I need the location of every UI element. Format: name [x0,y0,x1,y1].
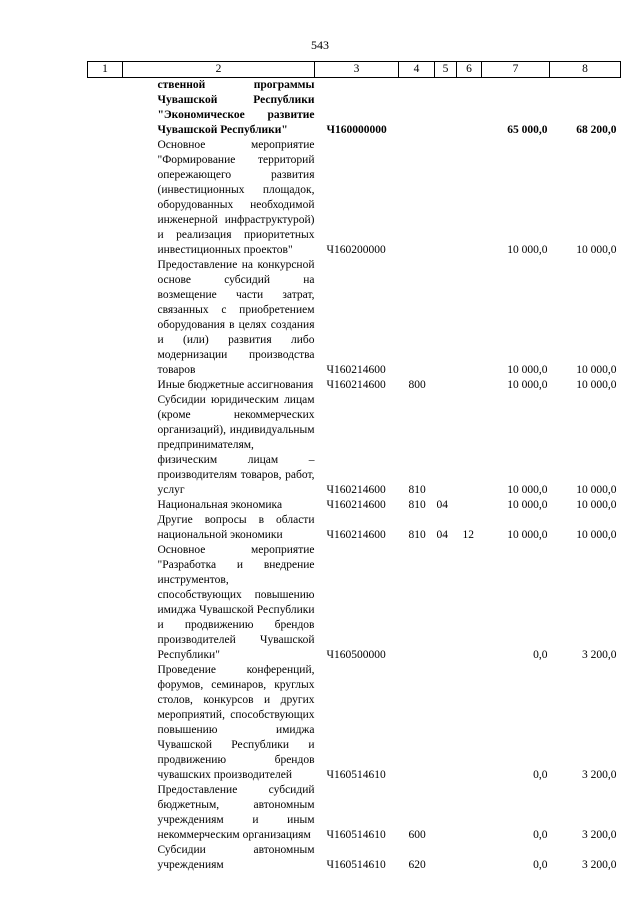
row-number-cell [88,543,123,663]
row-name-cell: Предоставление на конкурсной основе субсидий на возмещение части затрат, связанных с приобретением оборудования в целях создания и (или) развития либо модернизации производства товаров [157,259,315,376]
row-sum2-cell: 10 000,0 [576,364,617,376]
row-sum2-cell: 10 000,0 [576,529,617,541]
row-number-cell [88,138,123,258]
row-code-cell: Ч160214600 [326,484,386,496]
row-pr-cell [457,843,482,873]
row-name-cell: Основное мероприятие "Формирование территорий опережающего развития (инвестиционных площадок, оборудованных необходимой инженерной инфраструктурой) и реализация приоритетных инвестиционных проектов" [157,139,315,256]
row-vr-cell [399,78,435,139]
row-sum2-cell: 3 200,0 [582,649,617,661]
row-code-cell: Ч160214600 [326,529,386,541]
row-number-cell [88,78,123,139]
row-sum1-cell: 10 000,0 [507,484,548,496]
row-code-cell: Ч160514610 [326,829,386,841]
header-col-4: 4 [399,62,435,78]
row-name-cell: Основное мероприятие "Разработка и внедрение инструментов, способствующих повышению имиджа Чувашской Республики и продвижению брендов производителей Чувашской Республики" [157,544,315,661]
row-vr-cell: 810 [408,529,426,541]
table-row [88,138,621,258]
row-rz-cell [435,138,457,258]
row-vr-cell [399,663,435,783]
row-rz-cell [435,843,457,873]
row-rz-cell: 04 [436,499,448,511]
row-code-cell: Ч160514610 [326,769,386,781]
table-row [88,543,621,663]
row-sum2-cell: 10 000,0 [576,244,617,256]
row-sum1-cell: 10 000,0 [507,499,548,511]
row-sum2-cell: 68 200,0 [576,124,617,136]
header-col-2: 2 [123,62,315,78]
row-sum1-cell: 65 000,0 [507,124,548,136]
row-vr-cell: 810 [408,499,426,511]
row-vr-cell [399,543,435,663]
row-rz-cell [435,783,457,843]
row-code-cell: Ч160214600 [326,379,386,391]
budget-table [87,61,621,873]
row-pr-cell [457,378,482,393]
row-pr-cell [457,498,482,513]
row-code-cell: Ч160214600 [326,499,386,511]
row-rz-cell [435,78,457,139]
row-vr-cell: 620 [408,859,426,871]
row-vr-cell: 800 [408,379,426,391]
page-number: 543 [311,38,329,52]
row-sum1-cell: 10 000,0 [507,364,548,376]
row-number-cell [88,663,123,783]
header-row [88,62,621,78]
row-sum1-cell: 0,0 [533,829,548,841]
row-sum1-cell: 10 000,0 [507,244,548,256]
row-vr-cell [399,138,435,258]
table-row [88,783,621,843]
row-name-cell: Иные бюджетные ассигнования [157,379,314,391]
header-col-8: 8 [550,62,621,78]
table-row [88,843,621,873]
row-sum2-cell: 10 000,0 [576,499,617,511]
row-code-cell: Ч160214600 [326,364,386,376]
row-number-cell [88,378,123,393]
row-rz-cell [435,378,457,393]
row-number-cell [88,513,123,543]
row-vr-cell: 600 [408,829,426,841]
row-sum2-cell: 10 000,0 [576,484,617,496]
row-rz-cell [435,663,457,783]
row-name-cell: ственной программы Чувашской Республики "Экономическое развитие Чувашской Республики" [157,79,315,136]
table-row [88,513,621,543]
row-number-cell [88,498,123,513]
row-sum2-cell: 3 200,0 [582,859,617,871]
row-number-cell [88,393,123,498]
header-col-1: 1 [88,62,123,78]
row-code-cell: Ч160500000 [326,649,386,661]
row-sum1-cell: 0,0 [533,769,548,781]
row-sum2-cell: 3 200,0 [582,769,617,781]
table-row [88,393,621,498]
row-sum1-cell: 0,0 [533,859,548,871]
row-sum2-cell: 3 200,0 [582,829,617,841]
row-pr-cell [457,393,482,498]
row-name-cell: Предоставление субсидий бюджетным, автономным учреждениям и иным некоммерческим организациям [157,784,315,841]
row-name-cell: Субсидии автономным учреждениям [157,844,315,871]
row-pr-cell [457,138,482,258]
row-rz-cell: 04 [436,529,448,541]
row-name-cell: Национальная экономика [157,499,283,511]
table-row [88,378,621,393]
row-pr-cell [457,663,482,783]
header-col-6: 6 [457,62,482,78]
row-code-cell: Ч160200000 [326,244,386,256]
table-row [88,78,621,139]
row-pr-cell [457,783,482,843]
row-sum1-cell: 10 000,0 [507,529,548,541]
row-pr-cell [457,258,482,378]
row-sum1-cell: 10 000,0 [507,379,548,391]
row-pr-cell [457,78,482,139]
table-row [88,258,621,378]
table-row [88,498,621,513]
row-sum1-cell: 0,0 [533,649,548,661]
row-name-cell: Субсидии юридическим лицам (кроме некоммерческих организаций), индивидуальным предпринимателям, физическим лицам – производителям товаров, работ, услуг [157,394,315,496]
row-pr-cell: 12 [462,529,474,541]
row-rz-cell [435,258,457,378]
row-name-cell: Проведение конференций, форумов, семинаров, круглых столов, конкурсов и других мероприятий, способствующих повышению имиджа Чувашской Республики и продвижению брендов чувашских производителей [157,664,315,781]
table-row [88,663,621,783]
row-pr-cell [457,543,482,663]
row-number-cell [88,783,123,843]
row-code-cell: Ч160514610 [326,859,386,871]
row-name-cell: Другие вопросы в области национальной экономики [157,514,315,541]
header-col-5: 5 [435,62,457,78]
row-sum2-cell: 10 000,0 [576,379,617,391]
row-vr-cell: 810 [408,484,426,496]
row-rz-cell [435,543,457,663]
row-vr-cell [399,258,435,378]
row-code-cell: Ч160000000 [326,124,387,136]
header-col-3: 3 [315,62,399,78]
row-number-cell [88,843,123,873]
row-rz-cell [435,393,457,498]
row-number-cell [88,258,123,378]
header-col-7: 7 [482,62,550,78]
